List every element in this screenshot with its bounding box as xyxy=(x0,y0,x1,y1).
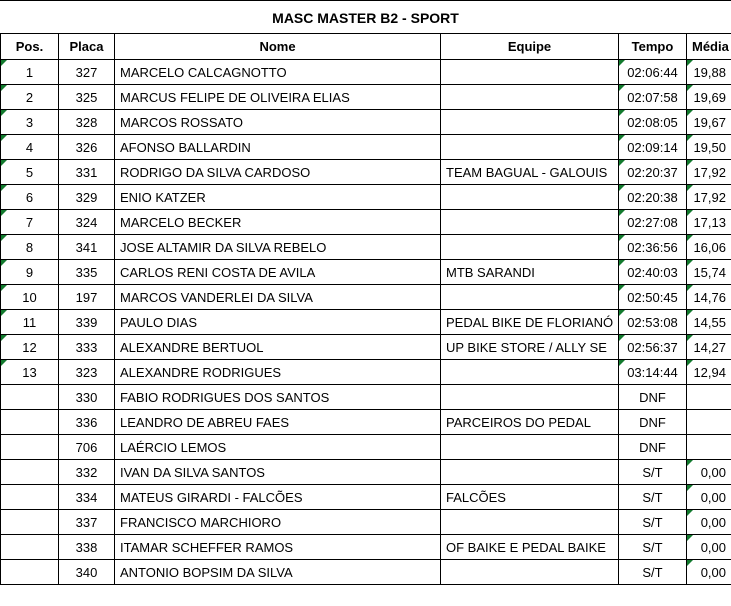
cell-tempo: S/T xyxy=(619,485,687,510)
cell-pos: 3 xyxy=(1,110,59,135)
cell-media: 14,55 xyxy=(687,310,731,335)
cell-media: 12,94 xyxy=(687,360,731,385)
cell-equipe xyxy=(441,85,619,110)
cell-tempo: 02:56:37 xyxy=(619,335,687,360)
cell-media: 0,00 xyxy=(687,510,731,535)
header-nome: Nome xyxy=(115,34,441,60)
cell-tempo: S/T xyxy=(619,510,687,535)
cell-pos xyxy=(1,560,59,585)
cell-media xyxy=(687,385,731,410)
cell-equipe xyxy=(441,510,619,535)
cell-tempo: 02:50:45 xyxy=(619,285,687,310)
cell-placa: 323 xyxy=(59,360,115,385)
cell-media: 17,92 xyxy=(687,160,731,185)
header-row xyxy=(1,34,731,60)
cell-tempo: DNF xyxy=(619,410,687,435)
table-row xyxy=(1,435,731,460)
cell-media: 0,00 xyxy=(687,535,731,560)
cell-tempo: 02:40:03 xyxy=(619,260,687,285)
page-title: MASC MASTER B2 - SPORT xyxy=(0,0,731,34)
cell-equipe xyxy=(441,60,619,85)
cell-tempo: DNF xyxy=(619,435,687,460)
table-row xyxy=(1,210,731,235)
cell-nome: ALEXANDRE BERTUOL xyxy=(115,335,441,360)
cell-tempo: S/T xyxy=(619,560,687,585)
cell-placa: 337 xyxy=(59,510,115,535)
cell-placa: 197 xyxy=(59,285,115,310)
cell-placa: 706 xyxy=(59,435,115,460)
cell-placa: 328 xyxy=(59,110,115,135)
cell-media: 19,67 xyxy=(687,110,731,135)
cell-media: 19,69 xyxy=(687,85,731,110)
cell-tempo: 02:20:38 xyxy=(619,185,687,210)
cell-equipe: PARCEIROS DO PEDAL xyxy=(441,410,619,435)
cell-placa: 335 xyxy=(59,260,115,285)
table-row xyxy=(1,260,731,285)
header-tempo: Tempo xyxy=(619,34,687,60)
cell-tempo: 02:27:08 xyxy=(619,210,687,235)
header-media: Média xyxy=(687,34,731,60)
table-row xyxy=(1,160,731,185)
cell-pos xyxy=(1,460,59,485)
table-row xyxy=(1,85,731,110)
table-row xyxy=(1,560,731,585)
cell-media: 16,06 xyxy=(687,235,731,260)
cell-tempo: 02:20:37 xyxy=(619,160,687,185)
cell-pos xyxy=(1,385,59,410)
cell-nome: ITAMAR SCHEFFER RAMOS xyxy=(115,535,441,560)
cell-tempo: 02:08:05 xyxy=(619,110,687,135)
cell-placa: 330 xyxy=(59,385,115,410)
table-row xyxy=(1,460,731,485)
cell-media: 0,00 xyxy=(687,485,731,510)
cell-pos xyxy=(1,535,59,560)
cell-media xyxy=(687,435,731,460)
cell-placa: 340 xyxy=(59,560,115,585)
table-row xyxy=(1,285,731,310)
cell-pos: 12 xyxy=(1,335,59,360)
cell-pos: 13 xyxy=(1,360,59,385)
cell-equipe xyxy=(441,135,619,160)
cell-nome: MARCELO BECKER xyxy=(115,210,441,235)
cell-placa: 336 xyxy=(59,410,115,435)
cell-equipe xyxy=(441,435,619,460)
cell-nome: ANTONIO BOPSIM DA SILVA xyxy=(115,560,441,585)
cell-media: 0,00 xyxy=(687,460,731,485)
cell-media: 0,00 xyxy=(687,560,731,585)
cell-tempo: 02:06:44 xyxy=(619,60,687,85)
cell-pos: 7 xyxy=(1,210,59,235)
table-row xyxy=(1,135,731,160)
cell-nome: MARCUS FELIPE DE OLIVEIRA ELIAS xyxy=(115,85,441,110)
cell-tempo: 02:07:58 xyxy=(619,85,687,110)
cell-pos: 8 xyxy=(1,235,59,260)
cell-tempo: DNF xyxy=(619,385,687,410)
header-placa: Placa xyxy=(59,34,115,60)
header-equipe: Equipe xyxy=(441,34,619,60)
cell-tempo: 02:53:08 xyxy=(619,310,687,335)
table-row xyxy=(1,485,731,510)
cell-nome: FABIO RODRIGUES DOS SANTOS xyxy=(115,385,441,410)
cell-nome: CARLOS RENI COSTA DE AVILA xyxy=(115,260,441,285)
results-table xyxy=(0,33,731,585)
cell-placa: 338 xyxy=(59,535,115,560)
table-row xyxy=(1,235,731,260)
cell-pos: 4 xyxy=(1,135,59,160)
cell-nome: ALEXANDRE RODRIGUES xyxy=(115,360,441,385)
table-row xyxy=(1,535,731,560)
cell-nome: LAÉRCIO LEMOS xyxy=(115,435,441,460)
cell-pos xyxy=(1,435,59,460)
cell-pos: 10 xyxy=(1,285,59,310)
cell-nome: MARCELO CALCAGNOTTO xyxy=(115,60,441,85)
cell-equipe xyxy=(441,385,619,410)
cell-placa: 329 xyxy=(59,185,115,210)
cell-nome: AFONSO BALLARDIN xyxy=(115,135,441,160)
cell-placa: 324 xyxy=(59,210,115,235)
table-row xyxy=(1,185,731,210)
cell-nome: LEANDRO DE ABREU FAES xyxy=(115,410,441,435)
cell-equipe: FALCÕES xyxy=(441,485,619,510)
cell-pos: 5 xyxy=(1,160,59,185)
cell-equipe xyxy=(441,110,619,135)
cell-equipe xyxy=(441,285,619,310)
cell-media: 19,50 xyxy=(687,135,731,160)
cell-placa: 331 xyxy=(59,160,115,185)
cell-equipe: MTB SARANDI xyxy=(441,260,619,285)
cell-media: 14,27 xyxy=(687,335,731,360)
cell-equipe xyxy=(441,360,619,385)
cell-placa: 332 xyxy=(59,460,115,485)
cell-pos: 9 xyxy=(1,260,59,285)
cell-nome: MARCOS VANDERLEI DA SILVA xyxy=(115,285,441,310)
cell-equipe xyxy=(441,460,619,485)
cell-nome: FRANCISCO MARCHIORO xyxy=(115,510,441,535)
cell-tempo: S/T xyxy=(619,535,687,560)
cell-nome: MARCOS ROSSATO xyxy=(115,110,441,135)
cell-equipe xyxy=(441,185,619,210)
cell-media: 17,13 xyxy=(687,210,731,235)
cell-tempo: 03:14:44 xyxy=(619,360,687,385)
table-row xyxy=(1,360,731,385)
cell-equipe xyxy=(441,210,619,235)
cell-pos xyxy=(1,510,59,535)
header-pos: Pos. xyxy=(1,34,59,60)
cell-placa: 327 xyxy=(59,60,115,85)
table-row xyxy=(1,60,731,85)
cell-pos: 1 xyxy=(1,60,59,85)
table-row xyxy=(1,335,731,360)
cell-media xyxy=(687,410,731,435)
cell-placa: 333 xyxy=(59,335,115,360)
cell-media: 15,74 xyxy=(687,260,731,285)
cell-placa: 325 xyxy=(59,85,115,110)
cell-pos xyxy=(1,410,59,435)
cell-pos: 2 xyxy=(1,85,59,110)
cell-nome: PAULO DIAS xyxy=(115,310,441,335)
cell-tempo: 02:36:56 xyxy=(619,235,687,260)
cell-nome: IVAN DA SILVA SANTOS xyxy=(115,460,441,485)
cell-pos: 11 xyxy=(1,310,59,335)
cell-placa: 339 xyxy=(59,310,115,335)
cell-nome: ENIO KATZER xyxy=(115,185,441,210)
cell-placa: 326 xyxy=(59,135,115,160)
cell-nome: MATEUS GIRARDI - FALCÕES xyxy=(115,485,441,510)
results-body xyxy=(1,60,731,585)
cell-equipe: TEAM BAGUAL - GALOUIS xyxy=(441,160,619,185)
table-row xyxy=(1,310,731,335)
table-row xyxy=(1,410,731,435)
cell-nome: JOSE ALTAMIR DA SILVA REBELO xyxy=(115,235,441,260)
cell-pos xyxy=(1,485,59,510)
cell-media: 17,92 xyxy=(687,185,731,210)
cell-media: 14,76 xyxy=(687,285,731,310)
cell-equipe xyxy=(441,235,619,260)
cell-tempo: 02:09:14 xyxy=(619,135,687,160)
cell-placa: 334 xyxy=(59,485,115,510)
cell-media: 19,88 xyxy=(687,60,731,85)
cell-nome: RODRIGO DA SILVA CARDOSO xyxy=(115,160,441,185)
cell-equipe: PEDAL BIKE DE FLORIANÓ xyxy=(441,310,619,335)
table-row xyxy=(1,385,731,410)
cell-equipe xyxy=(441,560,619,585)
table-row xyxy=(1,110,731,135)
cell-tempo: S/T xyxy=(619,460,687,485)
cell-placa: 341 xyxy=(59,235,115,260)
cell-equipe: OF BAIKE E PEDAL BAIKE xyxy=(441,535,619,560)
table-row xyxy=(1,510,731,535)
cell-equipe: UP BIKE STORE / ALLY SE xyxy=(441,335,619,360)
cell-pos: 6 xyxy=(1,185,59,210)
